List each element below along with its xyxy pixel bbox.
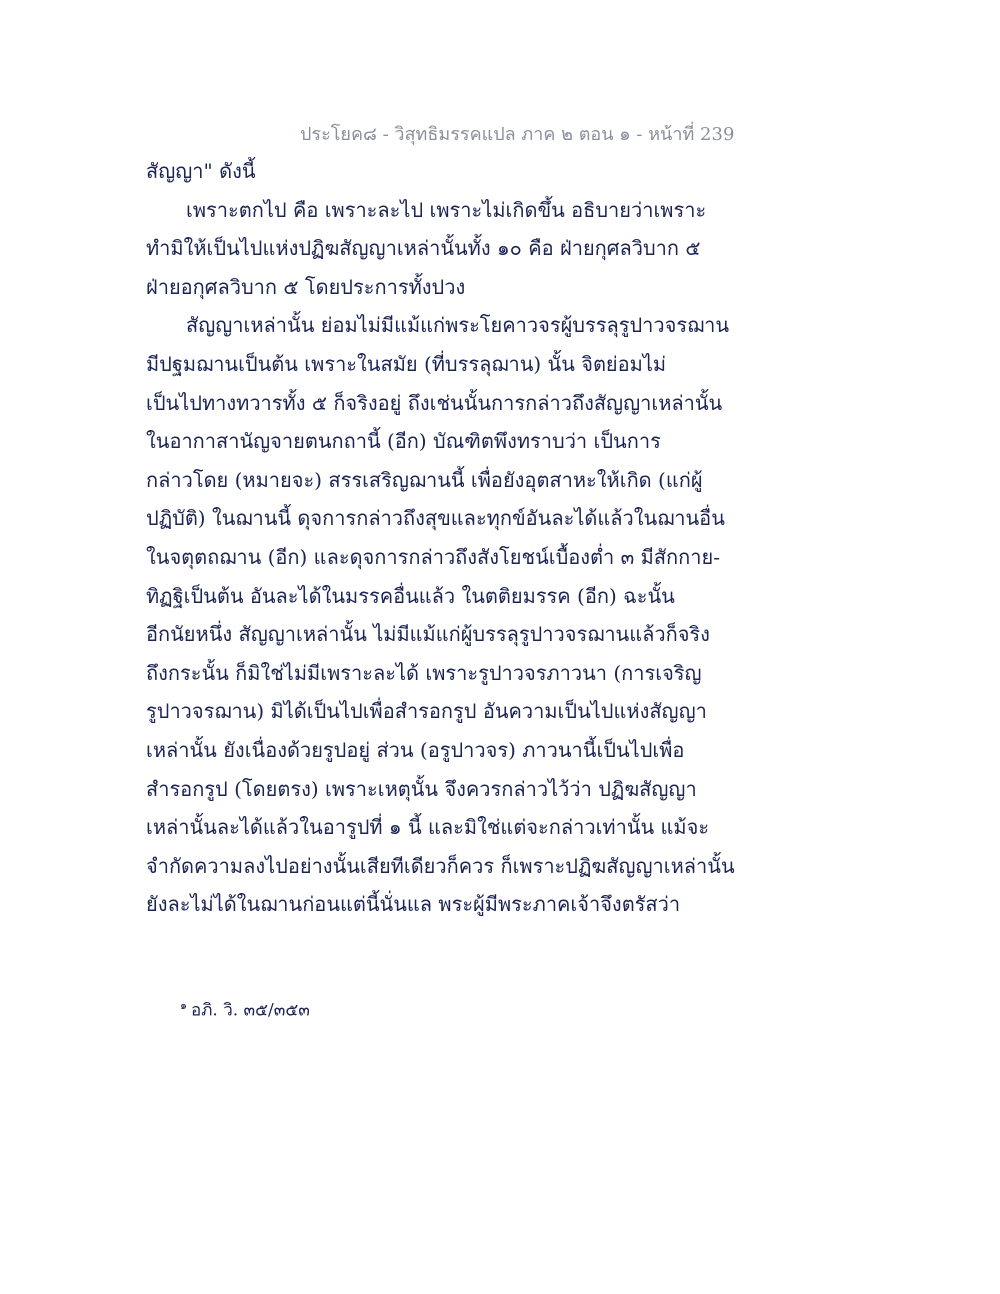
footnote: [180, 994, 310, 1023]
body-line: ถึงกระนั้น ก็มิใช่ไม่มีเพราะละได้ เพราะรูปาวจรภาวนา (การเจริญ: [146, 660, 702, 685]
body-line: มีปฐมฌานเป็นต้น เพราะในสมัย (ที่บรรลุฌาน) นั้น จิตย่อมไม่: [146, 351, 667, 376]
body-line: ในอากาสานัญจายตนกถานี้ (อีก) บัณฑิตพึงทราบว่า เป็นการ: [146, 429, 661, 454]
body-line: เหล่านั้นละได้แล้วในอารูปที่ ๑ นี้ และมิใช่แต่จะกล่าวเท่านั้น แม้จะ: [146, 815, 710, 840]
body-line: อีกนัยหนึ่ง สัญญาเหล่านั้น ไม่มีแม้แก่ผู้บรรลุรูปาวจรฌานแล้วก็จริง: [146, 622, 710, 647]
body-line: กล่าวโดย (หมายจะ) สรรเสริญฌานนี้ เพื่อยังอุตสาหะให้เกิด (แก่ผู้: [146, 467, 703, 492]
footnote-text: อภิ. วิ. ๓๕/๓๕๓: [190, 1000, 310, 1021]
body-line: รูปาวจรฌาน) มิได้เป็นไปเพื่อสำรอกรูป อันความเป็นไปแห่งสัญญา: [146, 699, 707, 724]
body-line: ในจตุตถฌาน (อีก) และดุจการกล่าวถึงสังโยชน์เบื้องต่ำ ๓ มีสักกาย-: [146, 544, 720, 569]
footnote-marker: ๑: [180, 999, 187, 1012]
body-line: สำรอกรูป (โดยตรง) เพราะเหตุนั้น จึงควรกล่าวไว้ว่า ปฏิฆสัญญา: [146, 776, 697, 801]
body-line: ปฏิบัติ) ในฌานนี้ ดุจการกล่าวถึงสุขและทุกข์อันละได้แล้วในฌานอื่น: [146, 506, 725, 531]
body-line: ทำมิให้เป็นไปแห่งปฏิฆสัญญาเหล่านั้นทั้ง ๑๐ คือ ฝ่ายกุศลวิบาก ๕: [146, 236, 701, 261]
body-text: [146, 158, 735, 930]
body-line: เป็นไปทางทวารทั้ง ๕ ก็จริงอยู่ ถึงเช่นนั้นการกล่าวถึงสัญญาเหล่านั้น: [146, 390, 723, 415]
body-line: จำกัดความลงไปอย่างนั้นเสียทีเดียวก็ควร ก็เพราะปฏิฆสัญญาเหล่านั้น: [146, 853, 735, 878]
running-header: ประโยค๘ - วิสุทธิมรรคแปล ภาค ๒ ตอน ๑ - หน้าที่ 239: [300, 124, 735, 145]
body-line: ยังละไม่ได้ในฌานก่อนแต่นี้นั่นแล พระผู้มีพระภาคเจ้าจึงตรัสว่า: [146, 892, 681, 917]
body-line: สัญญาเหล่านั้น ย่อมไม่มีแม้แก่พระโยคาวจรผู้บรรลุรูปาวจรฌาน: [186, 313, 730, 338]
body-line: สัญญา" ดังนี้: [146, 159, 256, 183]
body-line: ทิฏฐิเป็นต้น อันละได้ในมรรคอื่นแล้ว ในตติยมรรค (อีก) ฉะนั้น: [146, 583, 675, 608]
body-line: เหล่านั้น ยังเนื่องด้วยรูปอยู่ ส่วน (อรูปาวจร) ภาวนานี้เป็นไปเพื่อ: [146, 737, 685, 762]
body-line: ฝ่ายอกุศลวิบาก ๕ โดยประการทั้งปวง: [146, 274, 466, 299]
body-line: เพราะตกไป คือ เพราะละไป เพราะไม่เกิดขึ้น อธิบายว่าเพราะ: [186, 197, 707, 222]
